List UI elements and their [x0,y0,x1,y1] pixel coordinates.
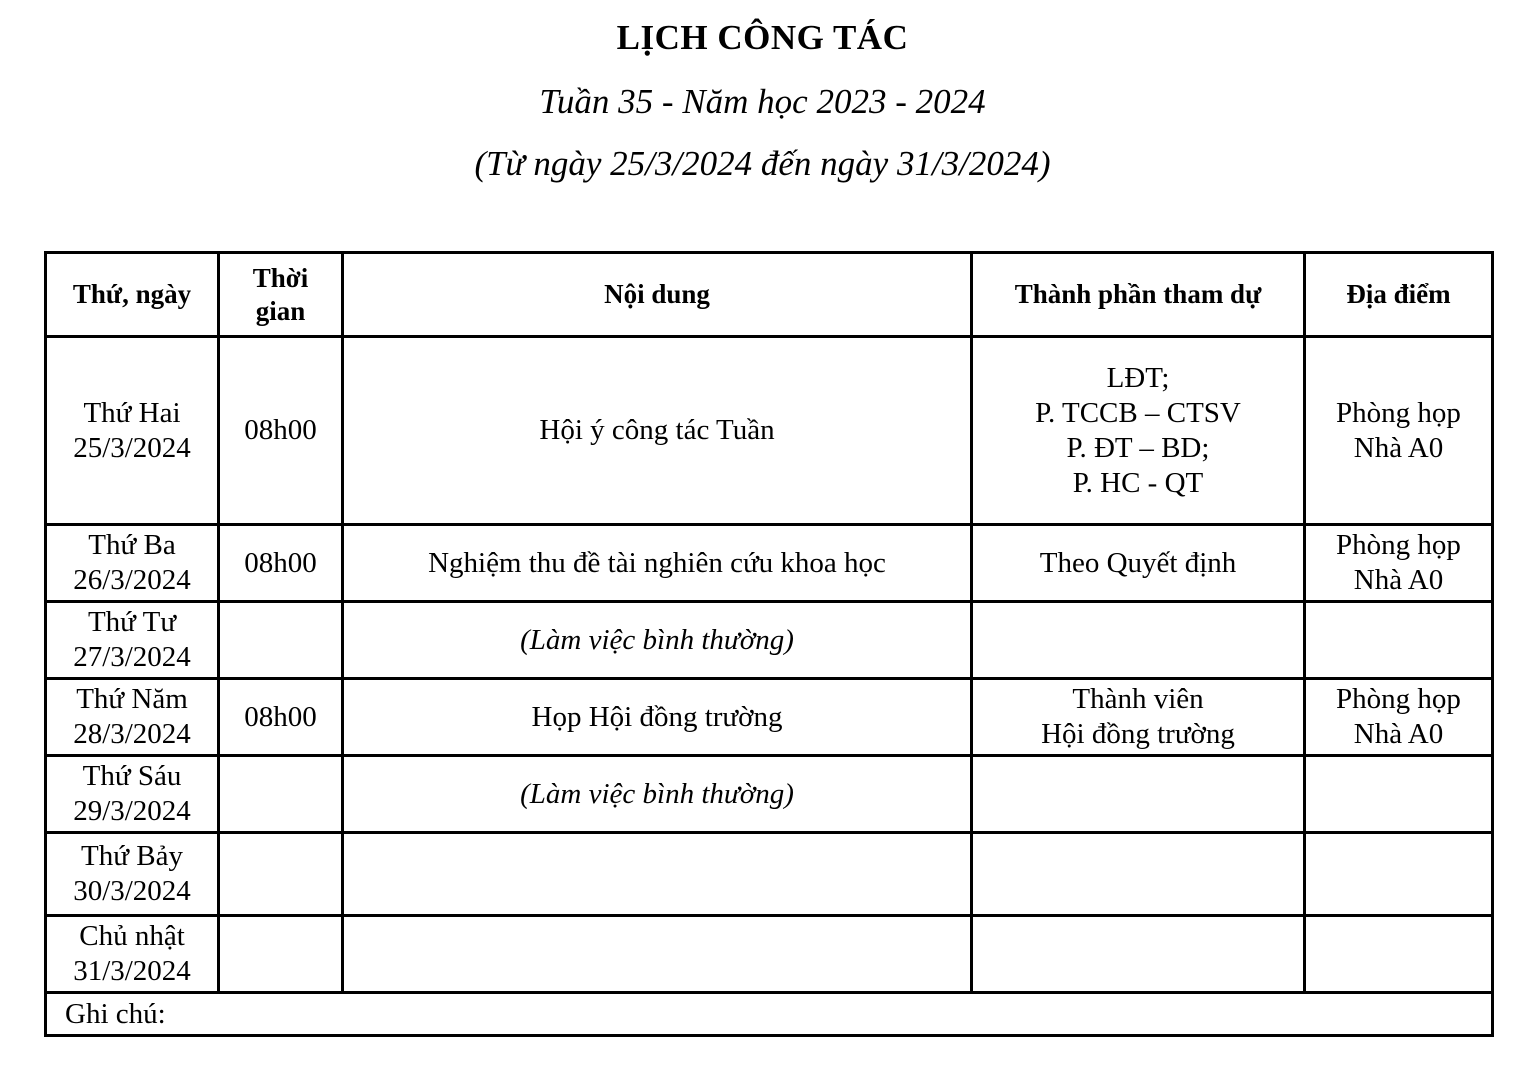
schedule-table [44,251,1494,1037]
cell-content [343,833,972,916]
cell-day: Thứ Tư 27/3/2024 [46,602,219,679]
cell-location: Phòng họp Nhà A0 [1305,679,1493,756]
cell-time [219,833,343,916]
header-time: Thời gian [219,253,343,337]
cell-location [1305,602,1493,679]
table-row [46,525,1493,602]
cell-time: 08h00 [219,679,343,756]
cell-content: Họp Hội đồng trường [343,679,972,756]
cell-location: Phòng họp Nhà A0 [1305,525,1493,602]
header-location: Địa điểm [1305,253,1493,337]
cell-content: (Làm việc bình thường) [343,756,972,833]
cell-location [1305,916,1493,993]
header-content: Nội dung [343,253,972,337]
cell-participants [972,756,1305,833]
document-title: LỊCH CÔNG TÁC [616,18,909,57]
cell-participants [972,602,1305,679]
cell-participants: Thành viên Hội đồng trường [972,679,1305,756]
cell-participants: LĐT; P. TCCB – CTSV P. ĐT – BD; P. HC - QT [972,337,1305,525]
cell-time [219,756,343,833]
cell-content: Nghiệm thu đề tài nghiên cứu khoa học [343,525,972,602]
cell-day: Thứ Bảy 30/3/2024 [46,833,219,916]
cell-time [219,916,343,993]
table-row [46,337,1493,525]
cell-day: Thứ Năm 28/3/2024 [46,679,219,756]
table-row [46,679,1493,756]
cell-day: Thứ Sáu 29/3/2024 [46,756,219,833]
cell-participants [972,916,1305,993]
cell-location [1305,756,1493,833]
cell-content: Hội ý công tác Tuần [343,337,972,525]
cell-content [343,916,972,993]
cell-day: Thứ Ba 26/3/2024 [46,525,219,602]
cell-location: Phòng họp Nhà A0 [1305,337,1493,525]
header-participants: Thành phần tham dự [972,253,1305,337]
table-row [46,916,1493,993]
cell-day: Thứ Hai 25/3/2024 [46,337,219,525]
note-row [46,993,1493,1036]
note-label: Ghi chú: [46,993,1493,1036]
cell-participants [972,833,1305,916]
table-header-row [46,253,1493,337]
week-subtitle: Tuần 35 - Năm học 2023 - 2024 [539,82,986,121]
cell-time [219,602,343,679]
date-range: (Từ ngày 25/3/2024 đến ngày 31/3/2024) [474,144,1051,183]
header-day: Thứ, ngày [46,253,219,337]
table-row [46,602,1493,679]
cell-day: Chủ nhật 31/3/2024 [46,916,219,993]
table-row [46,833,1493,916]
cell-location [1305,833,1493,916]
cell-participants: Theo Quyết định [972,525,1305,602]
cell-content: (Làm việc bình thường) [343,602,972,679]
cell-time: 08h00 [219,525,343,602]
cell-time: 08h00 [219,337,343,525]
table-row [46,756,1493,833]
